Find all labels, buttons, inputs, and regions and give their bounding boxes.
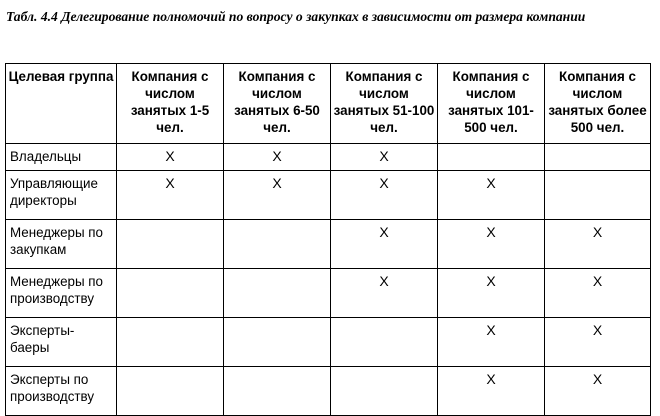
cell-mark <box>224 220 331 269</box>
cell-mark: X <box>438 171 545 220</box>
cell-mark: X <box>438 269 545 318</box>
header-company-1-5: Компания с числом занятых 1-5 чел. <box>117 64 224 144</box>
cell-mark: X <box>224 144 331 171</box>
header-company-500-plus: Компания с числом занятых более 500 чел. <box>545 64 651 144</box>
cell-mark <box>224 367 331 416</box>
cell-mark: X <box>438 367 545 416</box>
cell-mark: X <box>545 269 651 318</box>
row-label-production-experts: Эксперты по производству <box>6 367 117 416</box>
table-row <box>6 367 651 416</box>
header-company-101-500: Компания с числом занятых 101-500 чел. <box>438 64 545 144</box>
row-label-production-managers: Менеджеры по производству <box>6 269 117 318</box>
cell-mark <box>117 220 224 269</box>
cell-mark <box>331 367 438 416</box>
table-row <box>6 220 651 269</box>
header-company-51-100: Компания с числом занятых 51-100 чел. <box>331 64 438 144</box>
cell-mark <box>224 269 331 318</box>
cell-mark <box>117 367 224 416</box>
table-row <box>6 318 651 367</box>
table-row <box>6 144 651 171</box>
cell-mark: X <box>545 367 651 416</box>
cell-mark: X <box>545 220 651 269</box>
cell-mark: X <box>331 269 438 318</box>
table-caption: Табл. 4.4 Делегирование полномочий по вопросу о закупках в зависимости от размера компании <box>6 9 586 24</box>
cell-mark: X <box>331 144 438 171</box>
cell-mark: X <box>331 171 438 220</box>
row-label-owners: Владельцы <box>6 144 117 171</box>
header-company-6-50: Компания с числом занятых 6-50 чел. <box>224 64 331 144</box>
table-row <box>6 171 651 220</box>
cell-mark: X <box>545 318 651 367</box>
cell-mark <box>224 318 331 367</box>
header-target-group: Целевая группа <box>6 64 117 144</box>
delegation-table <box>5 63 651 416</box>
table-row <box>6 269 651 318</box>
cell-mark <box>117 318 224 367</box>
row-label-managing-directors: Управляющие директоры <box>6 171 117 220</box>
cell-mark <box>117 269 224 318</box>
cell-mark: X <box>117 171 224 220</box>
cell-mark <box>545 171 651 220</box>
table-header-row <box>6 64 651 144</box>
row-label-expert-buyers: Эксперты-баеры <box>6 318 117 367</box>
cell-mark: X <box>438 220 545 269</box>
cell-mark <box>331 318 438 367</box>
cell-mark: X <box>331 220 438 269</box>
cell-mark: X <box>438 318 545 367</box>
cell-mark <box>545 144 651 171</box>
row-label-purchasing-managers: Менеджеры по закупкам <box>6 220 117 269</box>
cell-mark: X <box>224 171 331 220</box>
cell-mark: X <box>117 144 224 171</box>
cell-mark <box>438 144 545 171</box>
